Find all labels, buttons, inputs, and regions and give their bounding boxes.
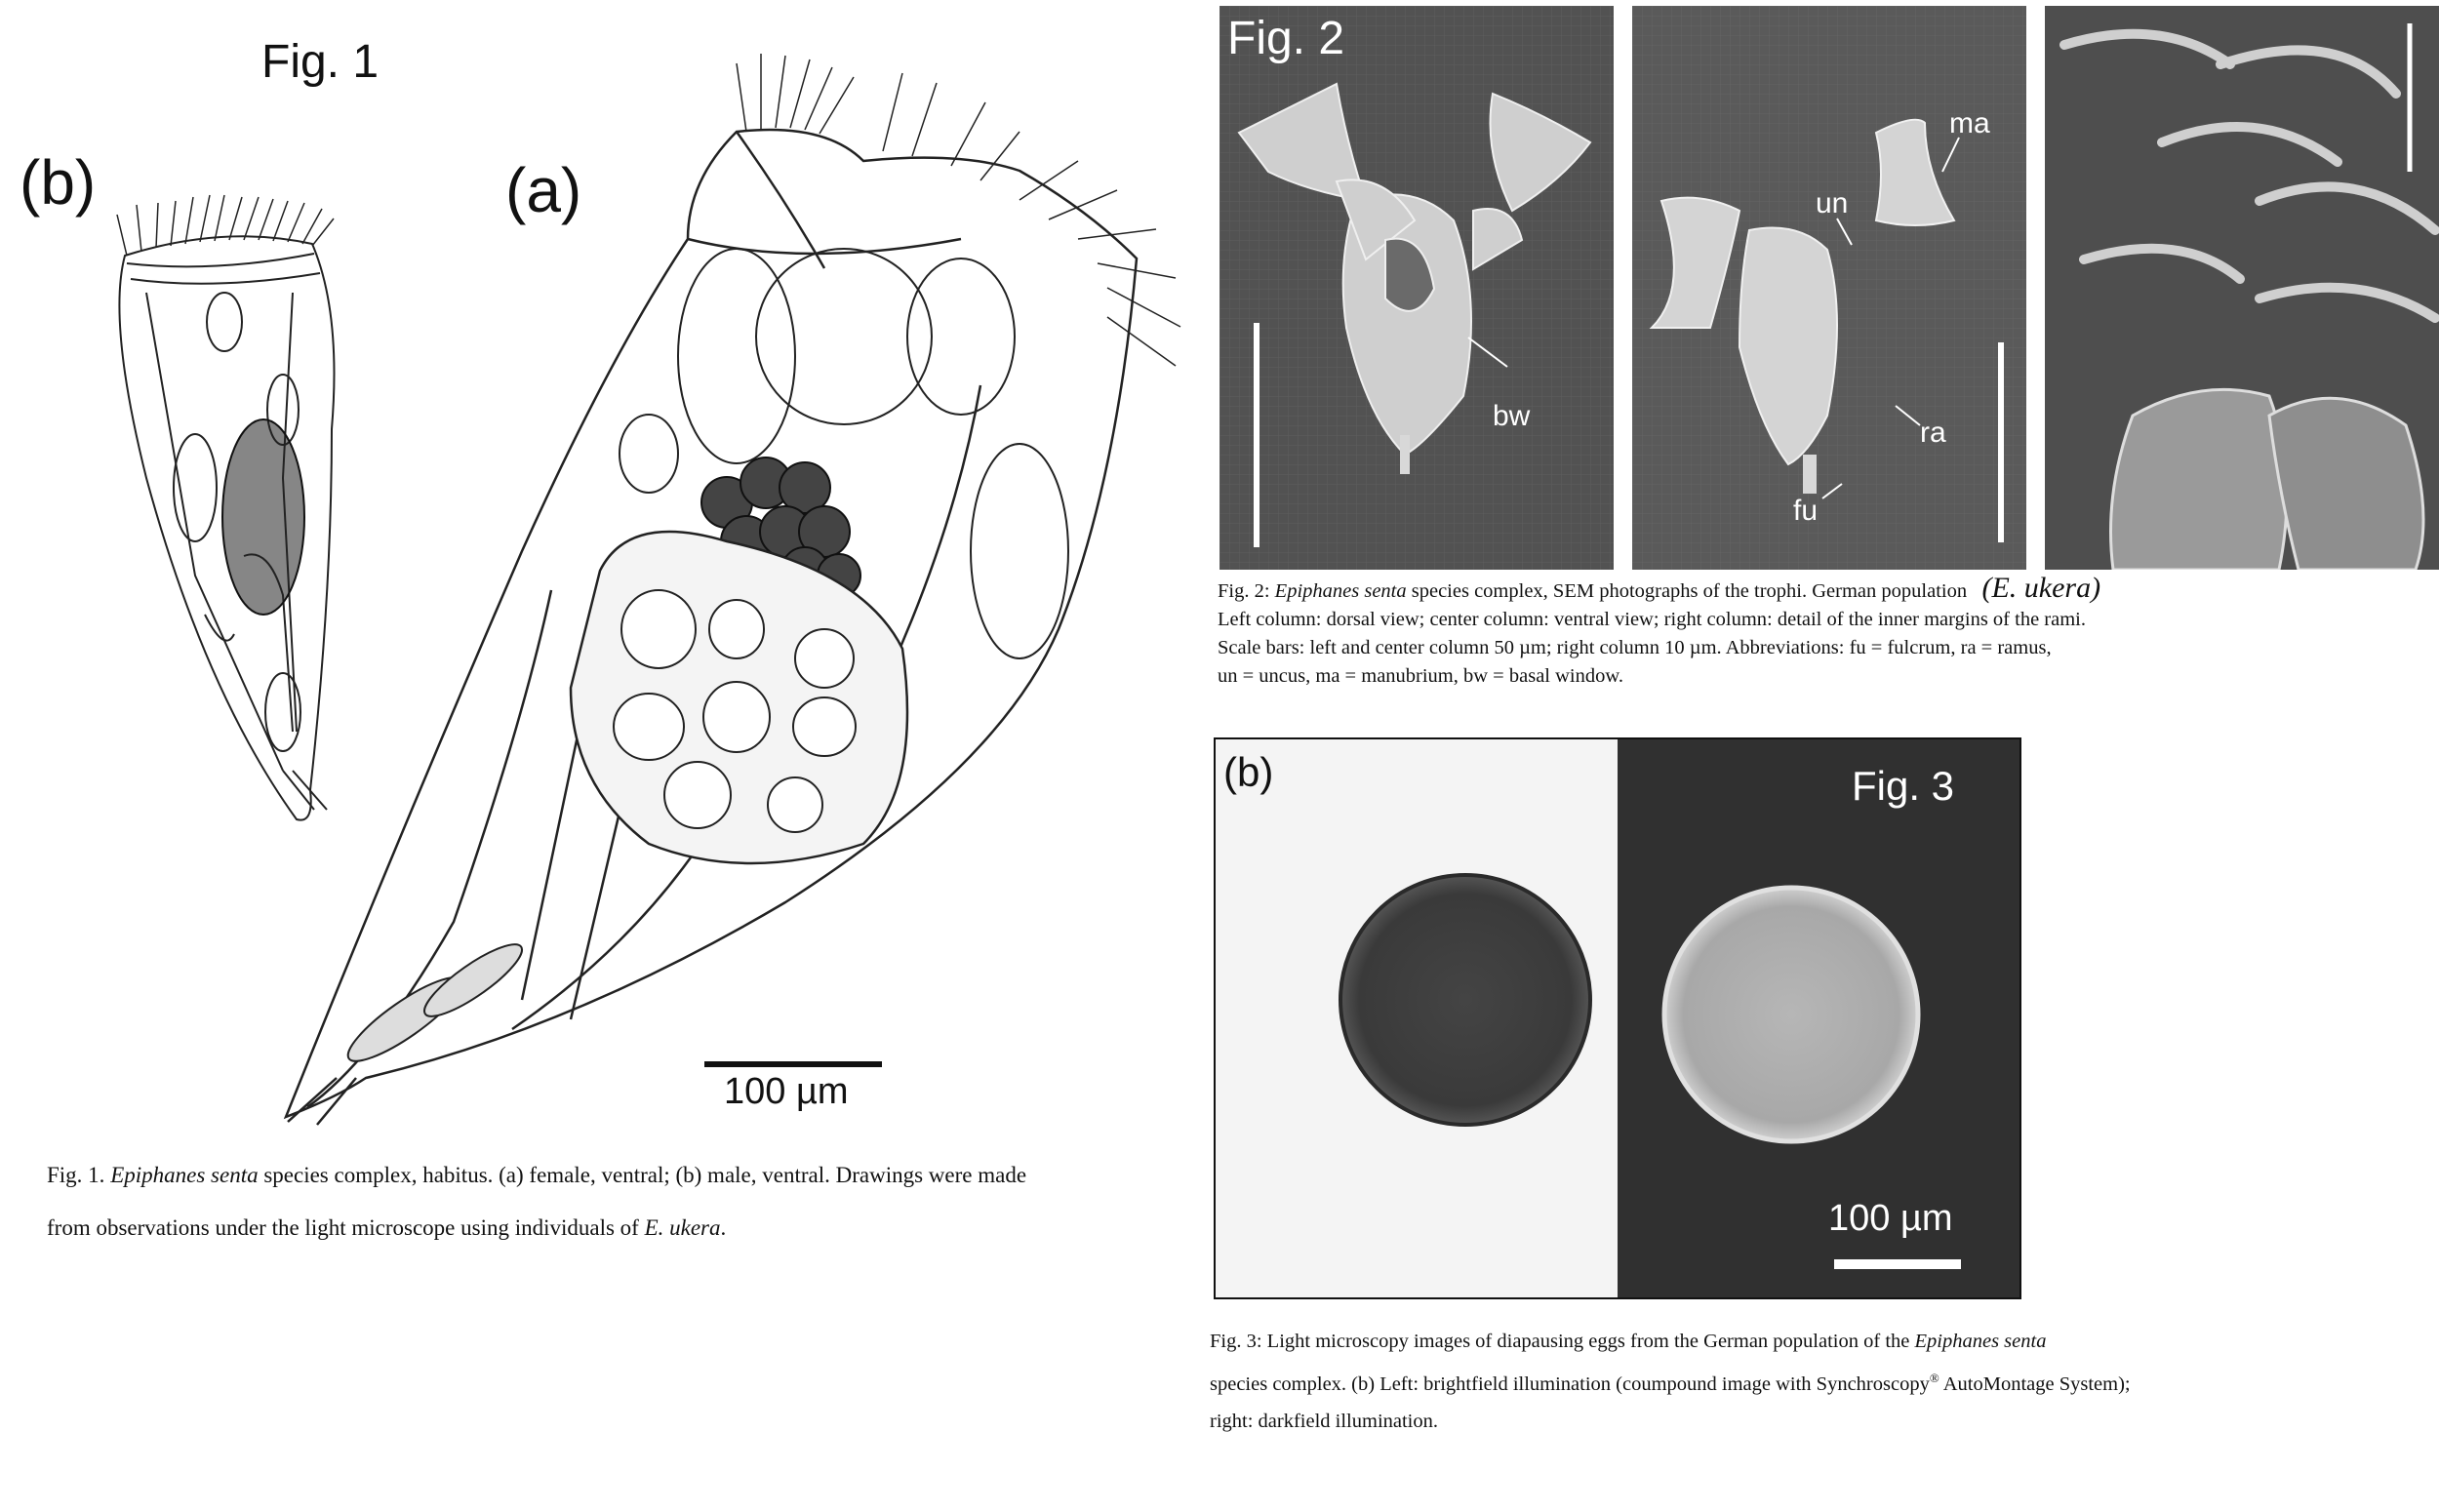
fig2-caption xyxy=(1218,574,2437,691)
fig3-caption xyxy=(1210,1323,2434,1440)
fig2-ventral-view-photo xyxy=(1632,6,2026,570)
female-habitus-drawing xyxy=(278,44,1205,1127)
fig3-title: Fig. 3 xyxy=(1852,763,1955,809)
label-bw: bw xyxy=(1493,400,1531,432)
fig1-caption-species-short: E. ukera xyxy=(644,1215,721,1240)
brightfield-egg xyxy=(1340,875,1590,1125)
darkfield-egg xyxy=(1664,888,1918,1141)
fig2-caption-line1-text: species complex, SEM photographs of the trophi. German population xyxy=(1406,580,1968,602)
fig2-caption-line4: un = uncus, ma = manubrium, bw = basal window. xyxy=(1218,665,1623,687)
fig2-rami-detail-photo xyxy=(2045,6,2439,570)
label-ma: ma xyxy=(1949,107,1990,139)
fig3-caption-line1-text: Fig. 3: Light microscopy images of diapausing eggs from the German population of the xyxy=(1210,1331,1910,1352)
fig1-panel-label-a: (a) xyxy=(505,155,582,225)
label-ra: ra xyxy=(1920,417,1946,449)
fig2-caption-line3: Scale bars: left and center column 50 µm; right column 10 µm. Abbreviations: fu = fulcrum, ra = ramus, xyxy=(1218,637,2052,658)
fig2-caption-species: Epiphanes senta xyxy=(1274,580,1407,602)
fig2-caption-prefix: Fig. 2: xyxy=(1218,580,1270,602)
fig3-scale-bar-label: 100 µm xyxy=(1828,1198,1953,1239)
fig1-panel-label-b: (b) xyxy=(20,147,97,218)
fig3-caption-line2a: species complex. (b) Left: brightfield illumination (coumpound image with Synchroscopy xyxy=(1210,1373,1930,1395)
label-fu: fu xyxy=(1793,495,1819,527)
fig1-caption-species: Epiphanes senta xyxy=(110,1163,259,1187)
fig3-panel-label-b: (b) xyxy=(1223,749,1274,795)
label-un: un xyxy=(1816,187,1849,219)
fig2-caption-line2: Left column: dorsal view; center column: ventral view; right column: detail of the inner margins of the rami. xyxy=(1218,609,2086,630)
fig3-caption-line2b: AutoMontage System); xyxy=(1939,1373,2131,1395)
fig3-caption-line3: right: darkfield illumination. xyxy=(1210,1410,1438,1432)
fig2-dorsal-view-photo xyxy=(1220,6,1614,570)
fig1-caption xyxy=(47,1149,1140,1254)
fig1-caption-prefix: Fig. 1. xyxy=(47,1163,105,1187)
fig1-caption-end: . xyxy=(720,1215,727,1240)
fig2-caption-handwritten: (E. ukera) xyxy=(1981,572,2101,604)
fig1-scale-bar-label: 100 µm xyxy=(724,1071,849,1112)
fig1-title: Fig. 1 xyxy=(261,36,380,88)
fig1-scale-bar xyxy=(704,1061,882,1067)
fig2-title: Fig. 2 xyxy=(1227,13,1345,64)
fig1-caption-text1: species complex, habitus. (a) female, ventral; (b) male, ventral. Drawings were made xyxy=(258,1163,1027,1187)
fig1-caption-text2: from observations under the light microscope using individuals of xyxy=(47,1215,639,1240)
registered-mark: ® xyxy=(1929,1371,1939,1385)
fig3-scale-bar xyxy=(1834,1259,1961,1269)
fig3-caption-species: Epiphanes senta xyxy=(1914,1331,2047,1352)
